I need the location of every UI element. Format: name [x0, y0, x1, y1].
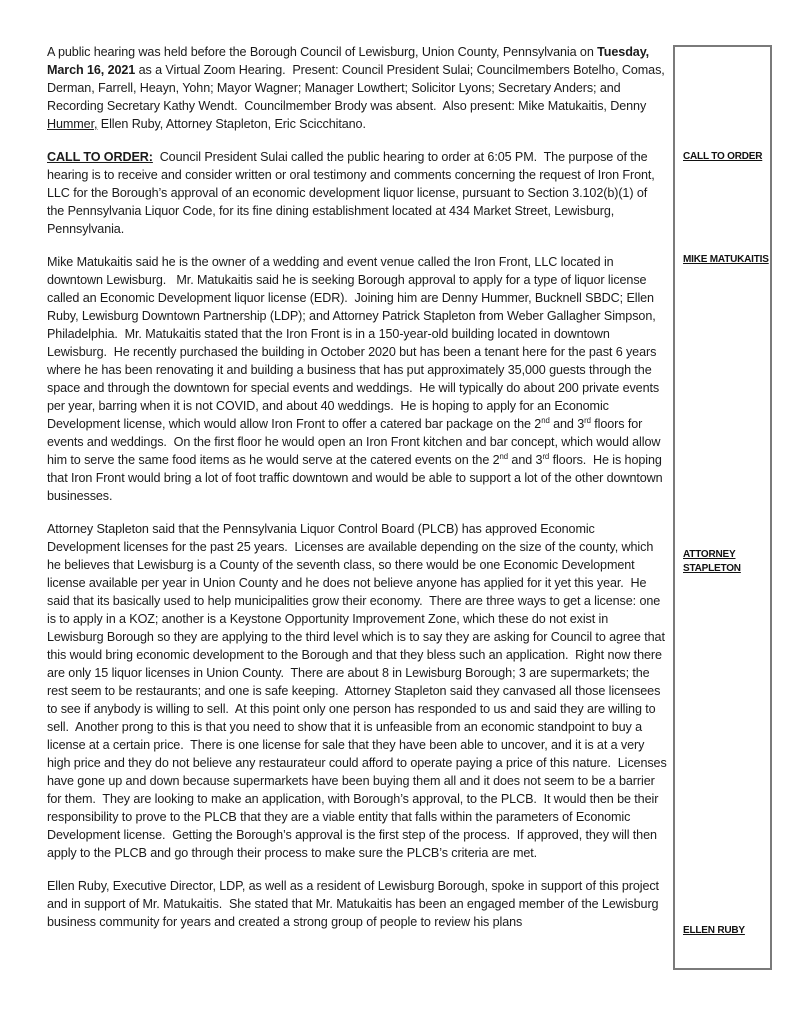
paragraph-mike-matukaitis: Mike Matukaitis said he is the owner of a wedding and event venue called the Iron Front, LLC located in downtown Lewisburg. Mr. Matukaitis said he is seeking Borough approval to apply for a type of liquor license called an Economic Development liquor license (EDR). Joining him are Denny Hummer, Bucknell SBDC; Ellen Ruby, Lewisburg Downtown Partnership (LDP); and Attorney Patrick Stapleton from Weber Gallagher Simpson, Philadelphia. Mr. Matukaitis stated that the Iron Front is in a 150-year-old building located in downtown Lewisburg. He recently purchased the building in October 2020 but has been a tenant here for the past 6 years where he has been renovating it and building a business that has put approximately 35,000 guests through the space and through the downtown for special events and weddings. He will typically do about 200 private events per year, barring when it is not COVID, and about 40 weddings. He is hoping to apply for an Economic Development license, which would allow Iron Front to offer a catered bar package on the 2nd and 3rd floors for events and weddings. On the first floor he would open an Iron Front kitchen and bar concept, which would allow him to serve the same food items as he would serve at the catered events on the 2nd and 3rd floors. He is hoping that Iron Front would bring a lot of foot traffic downtown and would be able to support a lot of the other downtown businesses.	[47, 255, 666, 503]
margin-notes-box	[673, 45, 772, 970]
margin-label-ellen-ruby: ELLEN RUBY	[683, 925, 745, 936]
paragraph-call-to-order: CALL TO ORDER: Council President Sulai called the public hearing to order at 6:05 PM. The purpose of the hearing is to receive and consider written or oral testimony and comments concerning the request of Iron Front, LLC for the Borough’s approval of an economic development liquor license, pursuant to Section 3.102(b)(1) of the Pennsylvania Liquor Code, for its fine dining establishment located at 434 Market Street, Lewisburg, Pennsylvania.	[47, 150, 659, 236]
paragraph-attorney-stapleton: Attorney Stapleton said that the Pennsylvania Liquor Control Board (PLCB) has approved Economic Development licenses for the past 25 years. Licenses are available depending on the size of the county, which he believes that Lewisburg is a County of the seventh class, so there would be one Economic Development license available per year in Union County and he does not believe anyone has applied for it yet this year. He said that its basically used to help municipalities grow their economy. There are three ways to get a license: one is to apply in a KOZ; another is a Keystone Opportunity Improvement Zone, which these do not exist in Lewisburg Borough so they are applying to the third level which is to say they are asking for Council to agree that this would bring economic development to the Borough and that they bless such an application. Right now there are only 15 liquor licenses in Union County. There are about 8 in Lewisburg Borough; 3 are supermarkets; the rest seem to be restaurants; and one is safe keeping. Attorney Stapleton said they canvased all those licensees to see if anybody is willing to sell. At this point only one person has responded to us and said they are willing to sell. Another prong to this is that you need to show that it is unfeasible from an economic standpoint to buy a license at a certain price. There is one license for sale that they have been able to uncover, and it is at a very high price and they do not believe any restaurateur could afford to operate paying a price of this nature. Licenses have gone up and down because supermarkets have been buying them all and it does not seem to be a barrier for them. They are looking to make an application, with Borough’s approval, to the PLCB. It would then be their responsibility to prove to the PLCB that they are a viable entity that falls within the parameters of Economic Development license. Getting the Borough’s approval is the first step of the process. If approved, they will then apply to the PLCB and go through their process to make sure the PLCB’s criteria are met.	[47, 522, 671, 860]
paragraph-ellen-ruby: Ellen Ruby, Executive Director, LDP, as well as a resident of Lewisburg Borough, spoke in support of this project and in support of Mr. Matukaitis. She stated that Mr. Matukaitis has been an engaged member of the Lewisburg business community for years and created a strong group of people to review his plans	[47, 879, 663, 929]
margin-label-mike-matukaitis: MIKE MATUKAITIS	[683, 254, 769, 265]
paragraph-intro: A public hearing was held before the Borough Council of Lewisburg, Union County, Pennsylvania on Tuesday, March 16, 2021 as a Virtual Zoom Hearing. Present: Council President Sulai; Councilmembers Botelho, Comas, Derman, Farrell, Heayn, Yohn; Mayor Wagner; Manager Lowthert; Solicitor Lyons; Secretary Anders; and Recording Secretary Kathy Wendt. Councilmember Brody was absent. Also present: Mike Matukaitis, Denny Hummer, Ellen Ruby, Attorney Stapleton, Eric Scicchitano.	[47, 45, 669, 131]
margin-label-call-to-order: CALL TO ORDER	[683, 151, 763, 162]
margin-label-attorney-stapleton: ATTORNEY STAPLETON	[683, 549, 741, 574]
minutes-body	[47, 43, 671, 946]
